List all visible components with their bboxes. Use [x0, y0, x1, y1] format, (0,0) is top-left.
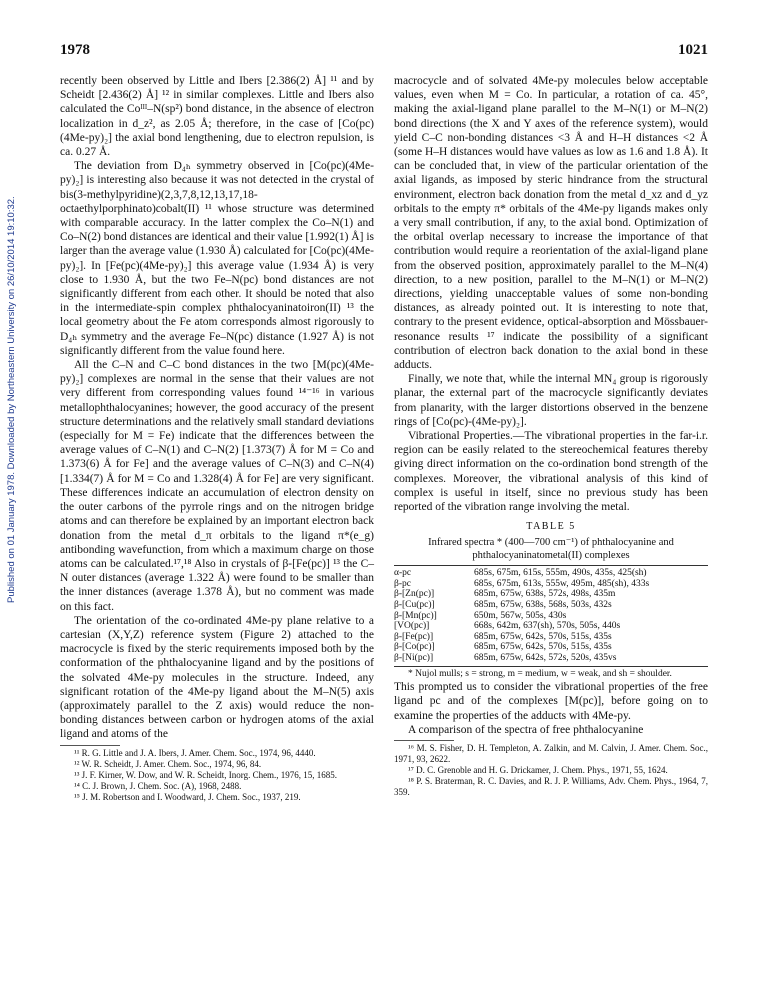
compound-cell: [VO(pc)] — [394, 621, 430, 632]
paragraph: Finally, we note that, while the internal MN₄ group is rigorously planar, the external part of the macrocycle significantly deviates from planarity, with the larger distortions observed in the benzene rings of [Co(pc)-(4Me-py)₂]. — [394, 373, 708, 428]
paragraph: The deviation from D₄ₕ symmetry observed in [Co(pc)(4Me-py)₂] is interesting also because it was not detected in the crystal of bis(3-methylpyridine)(2,3,7,8,12,13,17,18-octaethylporphinato)cobalt(II) ¹¹ whose structure was determined with comparable accuracy. In the latter complex the Co–N(1) and Co–N(2) bond distances are identical and their value [1.992(1) Å] is larger than the average value (1.930 Å) calculated for [Co(pc)(4Me-py)₂]. In [Fe(pc)(4Me-py)₂] this average value (1.934 Å) is very close to 1.930 Å, but the two Fe–N(pc) bond distances are not significantly different from each other. It should be noted that also in the intermediate-spin complex phthalocyaninatoiron(II) ¹³ the local geometry about the Fe atom corresponds almost rigorously to D₄ₕ symmetry and the average Fe–N(pc) distance (1.927 Å) is not significantly different from the value found here. — [60, 160, 374, 357]
paragraph: All the C–N and C–C bond distances in the two [M(pc)(4Me-py)₂] complexes are normal in the sense that their values are not very different from corresponding values found ¹⁴⁻¹⁶ in various metallophthalocyanines; however, the good accuracy of the present structure determinations and the relatively small standard deviations (especially for M = Fe) indicate that the differences between the average values of C–N(1) and C–N(2) [1.373(7) Å for M = Co and 1.373(6) Å for Fe] and the average values of C–N(3) and C–N(4) [1.334(7) Å for M = Co and 1.328(4) Å for Fe] are very significant. These differences indicate an accumulation of electron density on the outer carbons of the pyrrole rings and on the nitrogen bridge atoms and can therefore be explained by an important electron back donation from the metal d_π orbitals to the ligand π*(e_g) antibonding wavefunction, from which a maximum charge on those atoms can be calculated.¹⁷,¹⁸ Also in crystals of β-[Fe(pc)] ¹³ the C–N outer distances (average 1.322 Å) were found to be smaller than the inner distances (average 1.378 Å), but no comment was made on this fact. — [60, 359, 374, 613]
paragraph: A comparison of the spectra of free phthalocyanine — [408, 723, 644, 736]
table-footnote: * Nujol mulls; s = strong, m = medium, w = weak, and sh = shoulder. — [408, 668, 672, 679]
table-row — [394, 642, 708, 653]
bands-cell: 685m, 675w, 642s, 570s, 515s, 435s — [474, 631, 612, 642]
bands-cell: 650m, 567w, 505s, 430s — [474, 610, 567, 621]
table-row — [394, 579, 708, 590]
footnote: ¹⁸ P. S. Braterman, R. C. Davies, and R. J. P. Williams, Adv. Chem. Phys., 1964, 7, 359. — [394, 775, 708, 797]
table-row — [394, 589, 708, 600]
compound-cell: β-[Mn(pc)] — [394, 610, 437, 621]
ir-spectra-table — [394, 568, 708, 663]
table-row — [394, 632, 708, 643]
compound-cell: β-[Cu(pc)] — [394, 600, 435, 611]
footnote: ¹⁵ J. M. Robertson and I. Woodward, J. Chem. Soc., 1937, 219. — [74, 791, 301, 802]
bands-cell: 685m, 675w, 638s, 568s, 503s, 432s — [474, 600, 612, 611]
footnote: ¹⁷ D. C. Grenoble and H. G. Drickamer, J. Chem. Phys., 1971, 55, 1624. — [408, 764, 668, 775]
paragraph: The orientation of the co-ordinated 4Me-py plane relative to a cartesian (X,Y,Z) reference system (Figure 2) attached to the macrocycle is fixed by the steric requirements imposed both by the conformation of the phthalocyanine ligand and by the positions of the solvated 4Me-py molecules in the structure. Indeed, any significant rotation of the 4Me-py ligand about the M–N(5) axis (approximately parallel to the Z axis) would reduce the non-bonding distances between carbon or hydrogen atoms of the axial ligand and atoms of the — [60, 614, 374, 741]
footnote-divider — [60, 745, 120, 746]
bands-cell: 685s, 675m, 613s, 555w, 495m, 485(sh), 433s — [474, 578, 650, 589]
right-column — [394, 74, 708, 798]
compound-cell: β-pc — [394, 578, 411, 589]
footnote: ¹⁴ C. J. Brown, J. Chem. Soc. (A), 1968, 2488. — [74, 780, 242, 791]
paragraph: macrocycle and of solvated 4Me-py molecules below acceptable values, even when M = Co. In particular, a rotation of ca. 45°, making the axial-ligand plane parallel to the M–N(1) or M–N(2) bond directions (the X and Y axes of the reference system), would yield C–C non-bonding distances <3 Å and H–H distances <2 Å (some H–H distances would have values as low as 1.6 and 1.8 Å). It can be concluded that, in view of the particular orientation of the axial ligands, as imposed by steric hindrance from the structural environment, electron back donation from the metal d_xz and d_yz orbitals to the empty π* orbitals of the 4Me-py ligands makes only a very small contribution, if any, to the axial bond. Optimization of the orbital overlap necessary to increase the importance of that contribution would require a reorientation of the axial-ligand plane from the observed position, approximately parallel to the M–N(4) direction, to a new position, parallel to the M–N(1) or M–N(2) directions, yielding unacceptable values of some non-bonding distances, as already pointed out. It is interesting to note that, contrary to the present evidence, optical-absorption and Mössbauer-resonance results ¹⁷ indicate the possibility of a significant contribution of electron back donation to the axial bond in these adducts. — [394, 75, 708, 372]
page-header — [60, 42, 708, 64]
table-row — [394, 568, 708, 579]
footnote: ¹⁶ M. S. Fisher, D. H. Templeton, A. Zalkin, and M. Calvin, J. Amer. Chem. Soc., 1971, 93, 2622. — [394, 742, 708, 764]
table-description: Infrared spectra * (400—700 cm⁻¹) of phthalocyanine and phthalocyaninatometal(II) complexes — [428, 537, 674, 562]
table-row — [394, 621, 708, 632]
table-bottom-rule — [394, 666, 708, 667]
table-row — [394, 600, 708, 611]
journal-year: 1978 — [60, 42, 90, 58]
paragraph: This prompted us to consider the vibrational properties of the free ligand pc and of the complexes [M(pc)], before going on to examine the properties of the adducts with 4Me-py. — [394, 681, 708, 722]
footnote: ¹¹ R. G. Little and J. A. Ibers, J. Amer. Chem. Soc., 1974, 96, 4440. — [74, 747, 316, 758]
table-row — [394, 611, 708, 622]
paragraph: Vibrational Properties.—The vibrational properties in the far-i.r. region can be easily related to the stereochemical features thereby giving direct information on the co-ordination bond strength of the complexes. Moreover, the vibrational analysis of this kind of complex is useful in itself, since no previous study has been reported of the vibration range involving the metal. — [394, 430, 708, 514]
paragraph: recently been observed by Little and Ibers [2.386(2) Å] ¹¹ and by Scheidt [2.436(2) Å] ¹² in similar complexes. Little and Ibers also calculated the Coᴵᴵᴵ–N(sp²) bond distance, in the absence of electron localization in d_z², as 2.05 Å; therefore, in the case of [Co(pc)(4Me-py)₂] the axial bond lengthening, due to electron repulsion, is ca. 0.27 Å. — [60, 75, 374, 159]
footnote: ¹² W. R. Scheidt, J. Amer. Chem. Soc., 1974, 96, 84. — [74, 758, 262, 769]
bands-cell: 685m, 675w, 642s, 572s, 520s, 435vs — [474, 653, 617, 664]
bands-cell: 668s, 642m, 637(sh), 570s, 505s, 440s — [474, 621, 621, 632]
bands-cell: 685m, 675w, 642s, 570s, 515s, 435s — [474, 642, 612, 653]
footnote-divider — [394, 740, 454, 741]
footnote: ¹³ J. F. Kirner, W. Dow, and W. R. Scheidt, Inorg. Chem., 1976, 15, 1685. — [74, 769, 338, 780]
table-row — [394, 653, 708, 664]
compound-cell: β-[Co(pc)] — [394, 642, 435, 653]
table-caption — [394, 520, 708, 562]
bands-cell: 685s, 675m, 615s, 555m, 490s, 435s, 425(sh) — [474, 568, 647, 579]
compound-cell: β-[Zn(pc)] — [394, 589, 435, 600]
table-title: TABLE 5 — [526, 521, 576, 533]
compound-cell: β-[Ni(pc)] — [394, 653, 434, 664]
download-notice[interactable]: Published on 01 January 1978. Downloaded by Northeastern University on 26/10/2014 19:10:32. — [6, 196, 17, 604]
compound-cell: α-pc — [394, 568, 412, 579]
left-column — [60, 74, 374, 803]
page-number: 1021 — [678, 42, 708, 58]
table-top-rule — [394, 565, 708, 566]
compound-cell: β-[Fe(pc)] — [394, 631, 434, 642]
bands-cell: 685m, 675w, 638s, 572s, 498s, 435m — [474, 589, 616, 600]
